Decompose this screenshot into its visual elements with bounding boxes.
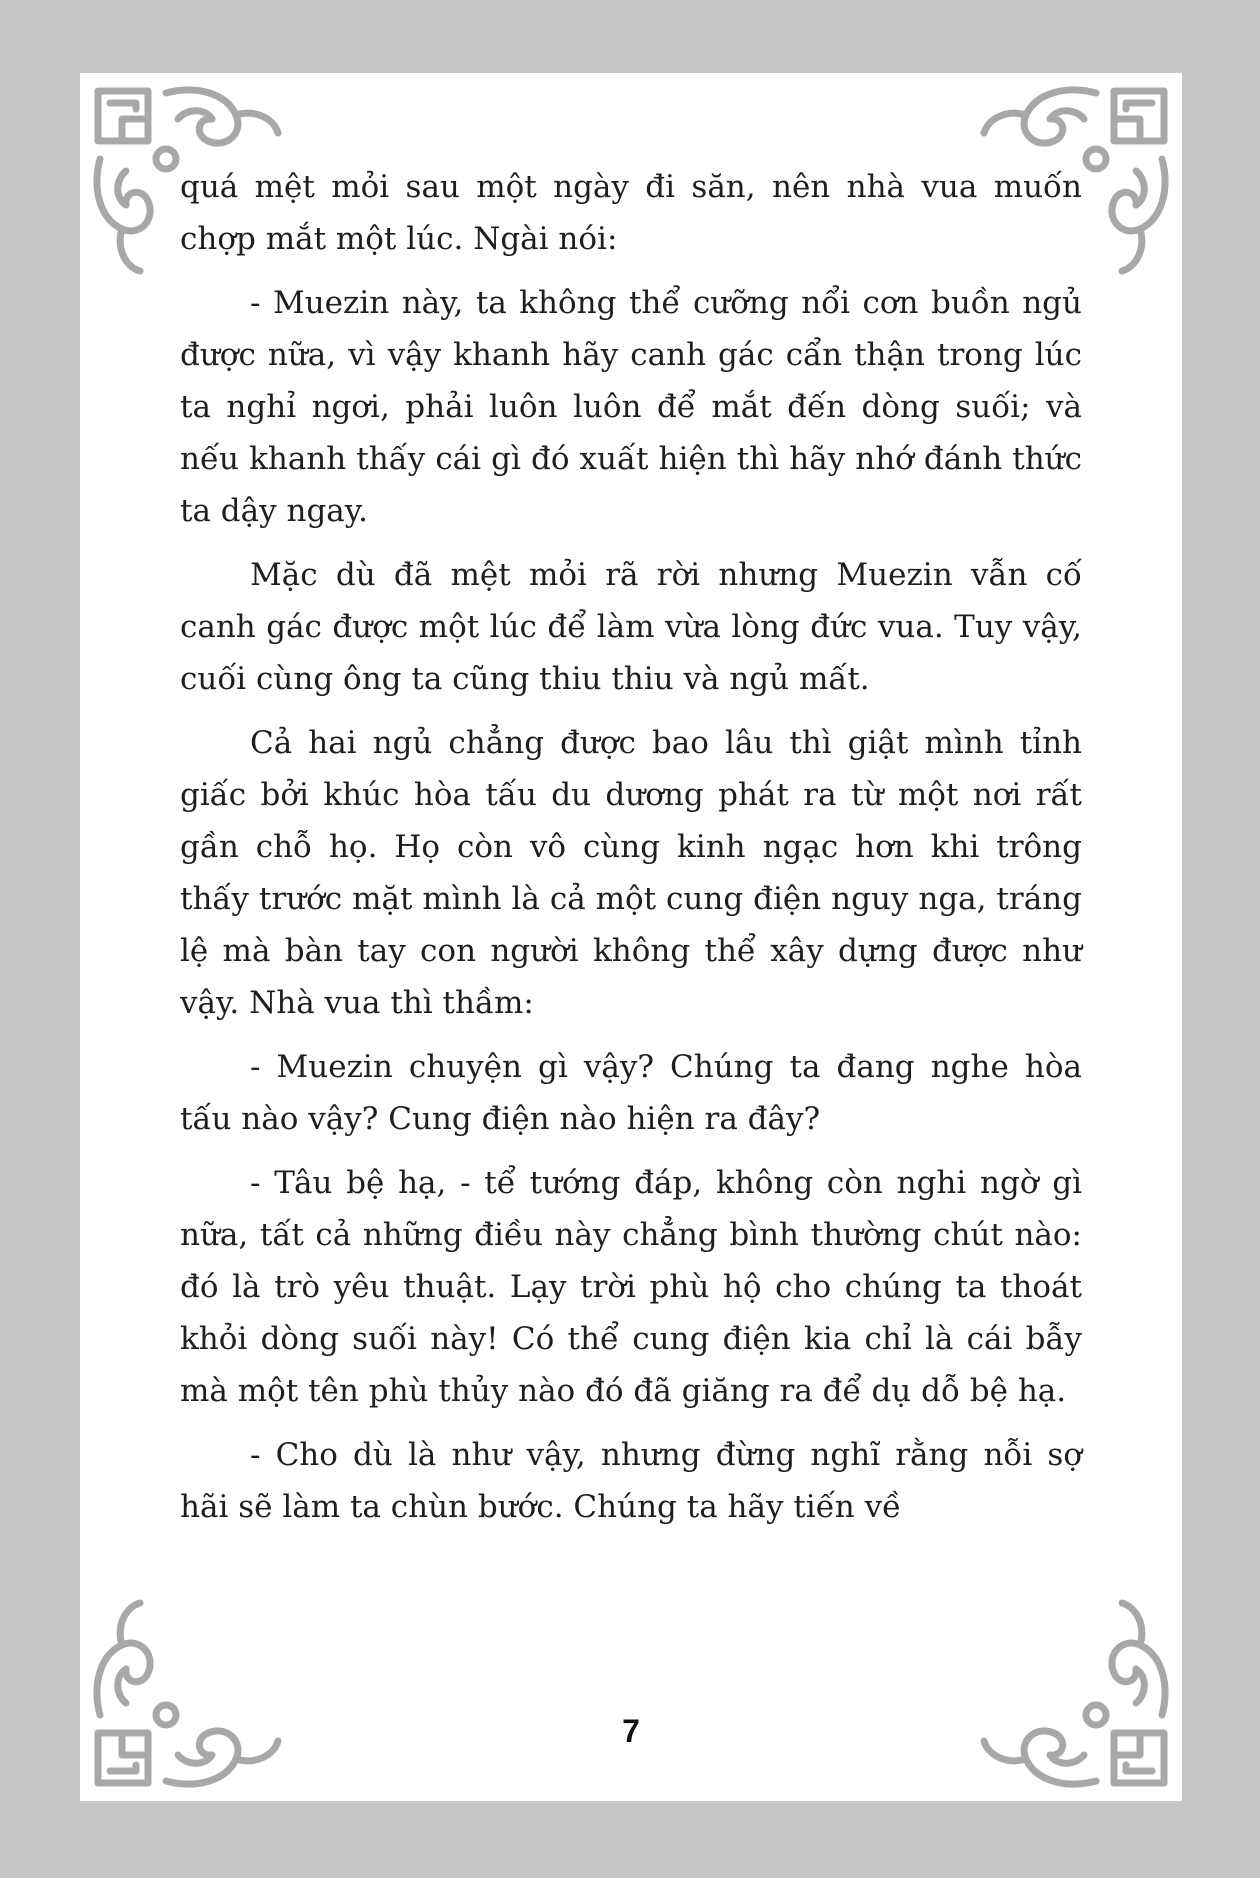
paragraph: Cả hai ngủ chẳng được bao lâu thì giật mình tỉnh giấc bởi khúc hòa tấu du dương phát ra từ một nơi rất gần chỗ họ. Họ còn vô cùng kinh ngạc hơn khi trông thấy trước mặt mình là cả một cung điện nguy nga, tráng lệ mà bàn tay con người không thể xây dựng được như vậy. Nhà vua thì thầm: — [180, 725, 1082, 1021]
scroll-corner-ornament-icon — [86, 1595, 286, 1795]
body-text — [180, 161, 1082, 1545]
paragraph: - Tâu bệ hạ, - tể tướng đáp, không còn nghi ngờ gì nữa, tất cả những điều này chẳng bình thường chút nào: đó là trò yêu thuật. Lạy trời phù hộ cho chúng ta thoát khỏi dòng suối này! Có thể cung điện kia chỉ là cái bẫy mà một tên phù thủy nào đó đã giăng ra để dụ dỗ bệ hạ. — [180, 1165, 1082, 1409]
scroll-corner-ornament-icon — [976, 1595, 1176, 1795]
paragraph: - Muezin này, ta không thể cưỡng nổi cơn buồn ngủ được nữa, vì vậy khanh hãy canh gác cẩn thận trong lúc ta nghỉ ngơi, phải luôn luôn để mắt đến dòng suối; và nếu khanh thấy cái gì đó xuất hiện thì hãy nhớ đánh thức ta dậy ngay. — [180, 285, 1082, 529]
book-page — [80, 73, 1182, 1801]
paragraph: - Cho dù là như vậy, nhưng đừng nghĩ rằng nỗi sợ hãi sẽ làm ta chùn bước. Chúng ta hãy tiến về — [180, 1437, 1082, 1525]
paragraph: - Muezin chuyện gì vậy? Chúng ta đang nghe hòa tấu nào vậy? Cung điện nào hiện ra đây? — [180, 1049, 1082, 1137]
paragraph: Mặc dù đã mệt mỏi rã rời nhưng Muezin vẫn cố canh gác được một lúc để làm vừa lòng đức vua. Tuy vậy, cuối cùng ông ta cũng thiu thiu và ngủ mất. — [180, 557, 1082, 697]
paragraph: quá mệt mỏi sau một ngày đi săn, nên nhà vua muốn chợp mắt một lúc. Ngài nói: — [180, 169, 1082, 257]
page-number: 7 — [622, 1713, 640, 1749]
